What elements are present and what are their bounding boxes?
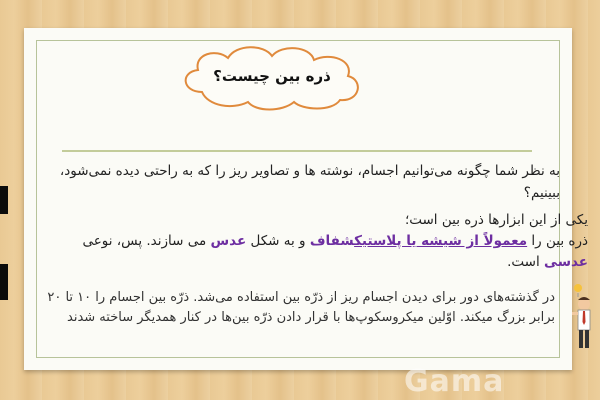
text-span: می سازند. پس، نوعی <box>82 233 211 249</box>
bullet-bar <box>0 186 8 214</box>
emphasis-lens-type: عدسی <box>544 254 588 270</box>
emphasis-transparent: شفاف <box>309 233 355 249</box>
bullet-bar <box>0 264 8 300</box>
paragraph-history: در گذشته‌های دور برای دیدن اجسام ریز از ذرّه بین استفاده می‌شد. ذرّه بین اجسام را ۱۰ تا ۲۰ برابر بزرگ میکند. اوّلین میکروسکوپ‌ها با قرار دادن ذرّه بین‌ها در کنار همدیگر ساخته شدند <box>47 290 555 325</box>
text-span: ذره بین را <box>527 233 588 249</box>
text-span: است. <box>507 254 545 270</box>
definition-line: یکی از این ابزارها ذره بین است؛ <box>404 212 588 228</box>
text-span: و به شکل <box>246 233 310 249</box>
emphasis-lens: عدس <box>210 233 247 249</box>
watermark-logo: Gama <box>404 364 505 399</box>
divider-line <box>62 150 532 152</box>
paragraph-question: به نظر شما چگونه می‌توانیم اجسام، نوشته ها و تصاویر ریز را که به راحتی دیده نمی‌شود، ببینیم؟ <box>59 163 560 201</box>
slide-title: ذره بین چیست؟ <box>213 67 331 85</box>
teacher-figure-icon <box>570 282 598 356</box>
definition-text <box>40 231 588 273</box>
emphasis-material: معمولاً از شیشه یا پلاستیک <box>354 233 528 249</box>
paragraph-definition <box>40 210 588 273</box>
